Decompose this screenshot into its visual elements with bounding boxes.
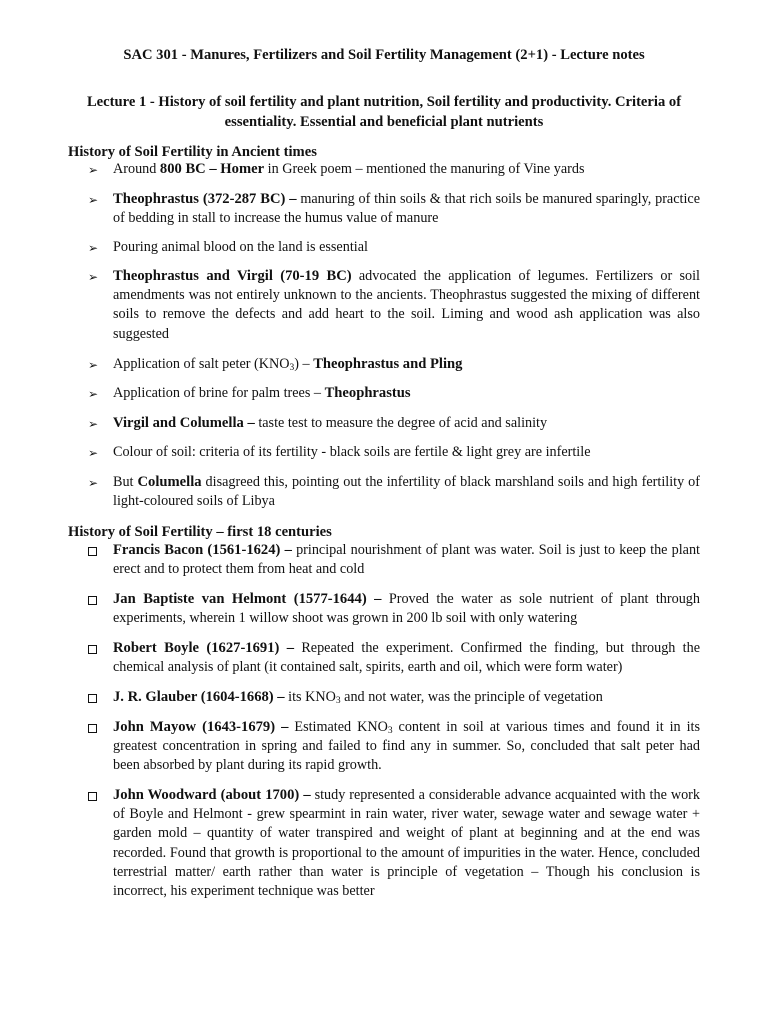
list-item: ➢ Theophrastus and Virgil (70-19 BC) advocated the application of legumes. Fertilizers or soil amendments was not entirely unknown to the ancients. Theophrastus suggested the mixing of different soils to remove the defects and add heart to the soil. Liming and wood ash application was also suggested: [88, 268, 700, 342]
checkbox-bullet-icon: [88, 724, 97, 733]
arrow-bullet-icon: ➢: [88, 193, 99, 207]
list-item: Francis Bacon (1561-1624) – principal nourishment of plant was water. Soil is just to keep the plant erect and to protect them from heat and cold: [88, 541, 700, 579]
lecture-heading: Lecture 1 - History of soil fertility and plant nutrition, Soil fertility and productivity. Criteria of essentiality. Essential and beneficial plant nutrients: [86, 94, 682, 130]
list-item: ➢ Application of salt peter $(KNO_3)$ – Theophrastus and Pling: [88, 356, 463, 373]
list-item: J. R. Glauber (1604-1668) – its $KNO_3$ and not water, was the principle of vegetation: [88, 688, 700, 707]
list-item: ➢ Virgil and Columella – taste test to measure the degree of acid and salinity: [88, 414, 700, 433]
section-heading-centuries: History of Soil Fertility – first 18 centuries: [68, 524, 332, 540]
list-item: ➢ But Columella disagreed this, pointing out the infertility of black marshland soils and high fertility of light-coloured soils of Libya: [88, 474, 700, 510]
arrow-bullet-icon: ➢: [88, 417, 99, 431]
list-item: ➢ Theophrastus (372-287 BC) – manuring of thin soils & that rich soils be manured sparingly, practice of bedding in stall to increase the humus value of manure: [88, 191, 700, 227]
section-heading-ancient: History of Soil Fertility in Ancient times: [68, 144, 317, 160]
arrow-bullet-icon: ➢: [88, 270, 99, 284]
arrow-bullet-icon: ➢: [88, 358, 99, 372]
list-item: Jan Baptiste van Helmont (1577-1644) – Proved the water as sole nutrient of plant through experiments, wherein 1 willow shoot was grown in 200 lb soil with only watering: [88, 590, 700, 628]
arrow-bullet-icon: ➢: [88, 446, 99, 460]
checkbox-bullet-icon: [88, 547, 97, 556]
arrow-bullet-icon: ➢: [88, 163, 99, 177]
list-item: ➢ Colour of soil: criteria of its fertility - black soils are fertile & light grey are infertile: [88, 443, 700, 462]
list-item: Robert Boyle (1627-1691) – Repeated the experiment. Confirmed the finding, but through the chemical analysis of plant (it contained salt, spirits, earth and oil, which were form water): [88, 639, 700, 677]
list-item: ➢ Around 800 BC – Homer in Greek poem – mentioned the manuring of Vine yards: [88, 160, 700, 179]
checkbox-bullet-icon: [88, 645, 97, 654]
checkbox-bullet-icon: [88, 596, 97, 605]
list-item: ➢ Application of brine for palm trees – Theophrastus: [88, 384, 700, 403]
arrow-bullet-icon: ➢: [88, 387, 99, 401]
list-item: John Mayow (1643-1679) – Estimated $KNO_3$ content in soil at various times and found it in its greatest concentration in spring and failed to find any in summer. So, concluded that salt peter had been absorbed by plant during its rapid growth.: [88, 718, 700, 776]
arrow-bullet-icon: ➢: [88, 241, 99, 255]
document-title: SAC 301 - Manures, Fertilizers and Soil Fertility Management (2+1) - Lecture notes: [123, 47, 645, 63]
checkbox-bullet-icon: [88, 694, 97, 703]
list-item: ➢ Pouring animal blood on the land is essential: [88, 238, 700, 257]
checkbox-bullet-icon: [88, 792, 97, 801]
list-item: John Woodward (about 1700) – study represented a considerable advance acquainted with the work of Boyle and Helmont - grew spearmint in rain water, river water, sewage water and sewage water + garden mold – quantity of water transpired and weight of plant at beginning and at the end was recorded. Found that growth is proportional to the amount of impurities in the water. Hence, concluded terrestrial matter/ earth rather than water is principle of vegetation – Though his conclusion is incorrect, his experiment technique was better: [88, 786, 700, 901]
arrow-bullet-icon: ➢: [88, 476, 99, 490]
